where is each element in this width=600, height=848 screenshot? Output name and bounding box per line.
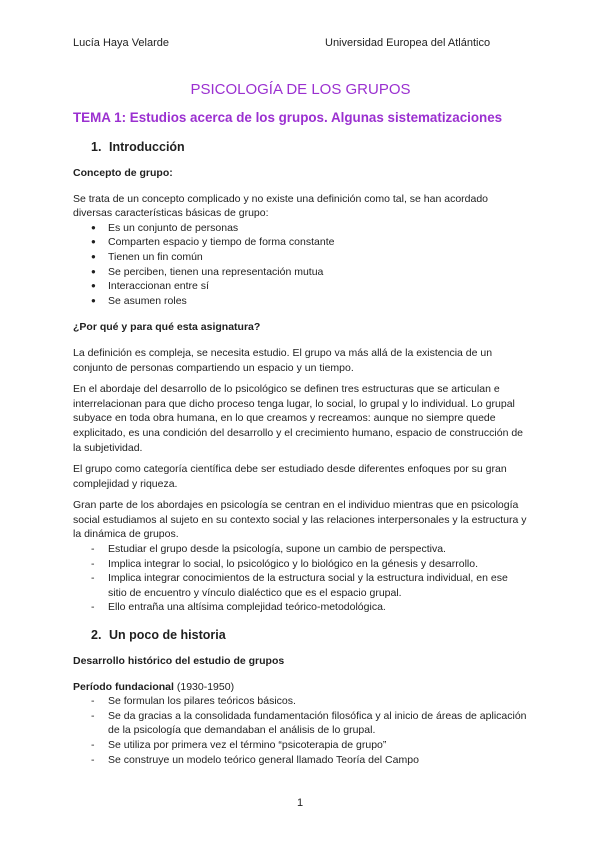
why-heading: ¿Por qué y para qué esta asignatura? (73, 321, 261, 334)
section-2-heading (73, 627, 528, 643)
document-body (73, 80, 528, 779)
list-item: ● Se asumen roles (73, 294, 528, 309)
list-item: ● Comparten espacio y tiempo de forma constante (73, 235, 528, 250)
historia-subheading: Desarrollo histórico del estudio de grupos (73, 655, 285, 668)
section-1-dash-list (73, 542, 528, 615)
tema-heading: TEMA 1: Estudios acerca de los grupos. Algunas sistematizaciones (73, 110, 503, 125)
header-university: Universidad Europea del Atlántico (325, 37, 491, 49)
list-item: - Se da gracias a la consolidada fundamentación filosófica y al inicio de áreas de aplicación de la psicología que demandaban el análisis de lo grupal. (73, 709, 528, 738)
section-2-number: 2. (91, 628, 102, 643)
list-item: - Se utiliza por primera vez el término “psicoterapia de grupo” (73, 738, 528, 753)
page-number: 1 (296, 797, 304, 809)
list-item: ● Interaccionan entre sí (73, 279, 528, 294)
list-item: - Se formulan los pilares teóricos básicos. (73, 694, 528, 709)
list-item: ● Es un conjunto de personas (73, 221, 528, 236)
list-item: - Ello entraña una altísima complejidad teórico-metodológica. (73, 600, 528, 615)
section-2-dash-list (73, 694, 528, 767)
concepto-heading: Concepto de grupo: (73, 167, 173, 179)
period-label: Período fundacional (73, 680, 174, 693)
section-1-heading (73, 139, 528, 155)
list-item: ● Se perciben, tienen una representación mutua (73, 265, 528, 280)
section-1-title: Introducción (109, 140, 185, 154)
list-item: - Implica integrar lo social, lo psicológico y lo biológico en la génesis y desarrollo. (73, 557, 528, 572)
list-item: - Estudiar el grupo desde la psicología, supone un cambio de perspectiva. (73, 542, 528, 557)
period-line (73, 680, 528, 695)
paragraph: Gran parte de los abordajes en psicología se centran en el individuo mientras que en psicología social estudiamos al sujeto en su contexto social y las relaciones interpersonales y la estructura y la dinámica de grupos. (73, 499, 527, 541)
paragraph: La definición es compleja, se necesita estudio. El grupo va más allá de la existencia de un conjunto de personas compartiendo un espacio y un tiempo. (73, 346, 493, 374)
list-item: ● Tienen un fin común (73, 250, 528, 265)
header-author: Lucía Haya Velarde (73, 37, 170, 49)
concepto-paragraph: Se trata de un concepto complicado y no existe una definición como tal, se han acordado diversas características básicas de grupo: (73, 192, 489, 220)
document-title: PSICOLOGÍA DE LOS GRUPOS (190, 81, 411, 98)
list-item: - Implica integrar conocimientos de la estructura social y la estructura individual, en ese sitio de encuentro y vínculo dialéctico que es el espacio grupal. (73, 571, 528, 600)
period-years: (1930-1950) (173, 680, 235, 693)
paragraph: El grupo como categoría científica debe ser estudiado desde diferentes enfoques por su gran complejidad y riqueza. (73, 463, 507, 490)
section-2-title: Un poco de historia (109, 628, 226, 643)
section-1-number: 1. (91, 140, 102, 154)
paragraph: En el abordaje del desarrollo de lo psicológico se definen tres estructuras que se articulan e interrelacionan para que dicho proceso tenga lugar, lo social, lo grupal y lo individual. Lo grupal subyace en toda obra humana, en lo que creamos y recreamos: aunque no siempre quede explicitado, es una condición del desarrollo y el crecimiento humano, espacio de construcción de la subjetividad. (73, 383, 524, 454)
concepto-bullet-list (73, 221, 528, 309)
list-item: - Se construye un modelo teórico general llamado Teoría del Campo (73, 753, 528, 768)
